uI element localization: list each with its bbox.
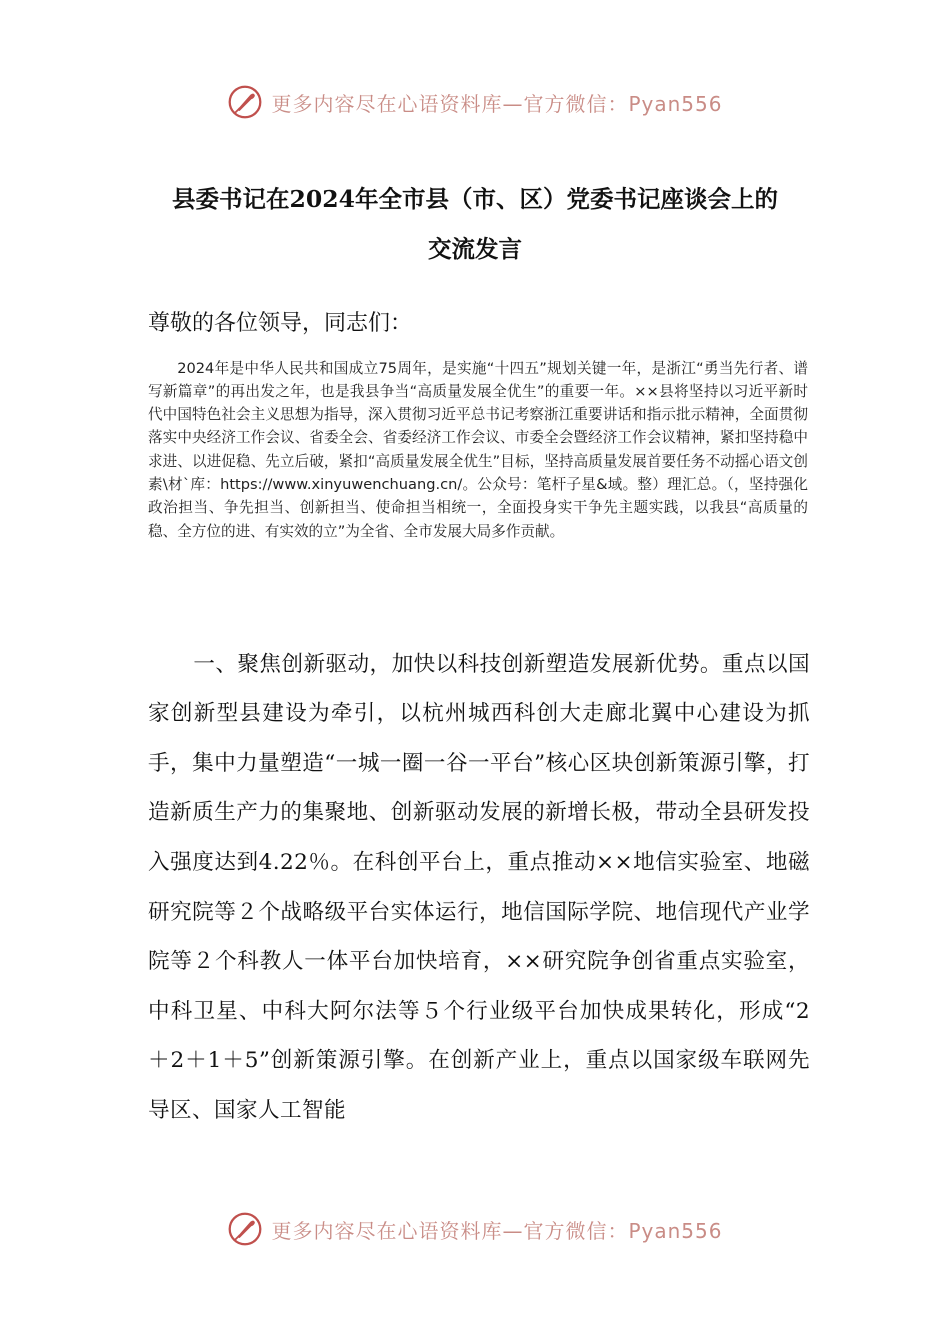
- section-1-paragraph: 一、聚焦创新驱动，加快以科技创新塑造发展新优势。重点以国家创新型县建设为牵引，以杭州城西科创大走廊北翼中心建设为抓手，集中力量塑造“一城一圈一谷一平台”核心区块创新策源引擎，打造新质生产力的集聚地、创新驱动发展的新增长极，带动全县研发投入强度达到4.22％。在科创平台上，重点推动××地信实验室、地磁研究院等２个战略级平台实体运行，地信国际学院、地信现代产业学院等２个科教人一体平台加快培育，××研究院争创省重点实验室，中科卫星、中科大阿尔法等５个行业级平台加快成果转化，形成“2＋2＋1＋5”创新策源引擎。在创新产业上，重点以国家级车联网先导区、国家人工智能: [148, 651, 810, 1123]
- footer-watermark-text: 更多内容尽在心语资料库—官方微信：Pyan556: [271, 1218, 723, 1243]
- footer-watermark-banner: [0, 1209, 950, 1249]
- quill-pen-logo-icon: [227, 84, 263, 120]
- intro-paragraph: 2024年是中华人民共和国成立75周年，是实施“十四五”规划关键一年，是浙江“勇当先行者、谱写新篇章”的再出发之年，也是我县争当“高质量发展全优生”的重要一年。××县将坚持以习近平新时代中国特色社会主义思想为指导，深入贯彻习近平总书记考察浙江重要讲话和指示批示精神，全面贯彻落实中央经济工作会议、省委全会、省委经济工作会议、市委全会暨经济工作会议精神，紧扣坚持稳中求进、以进促稳、先立后破，紧扣“高质量发展全优生”目标，坚持高质量发展首要任务不动摇心语文创素\材`库：https://www.xinyuwenchuang.cn/。公众号：笔杆子星&域。整）理汇总。（，坚持强化政治担当、争先担当、创新担当、使命担当相统一，全面投身实干争先主题实践，以我县“高质量的稳、全方位的进、有实效的立”为全省、全市发展大局多作贡献。: [148, 359, 808, 540]
- quill-pen-logo-icon: [227, 1211, 263, 1247]
- header-watermark-banner: [0, 82, 950, 122]
- document-title-line-1: 县委书记在2024年全市县（市、区）党委书记座谈会上的: [172, 185, 778, 213]
- header-watermark-text: 更多内容尽在心语资料库—官方微信：Pyan556: [271, 91, 723, 116]
- salutation: 尊敬的各位领导，同志们：: [148, 311, 413, 336]
- document-title-line-2: 交流发言: [428, 235, 522, 263]
